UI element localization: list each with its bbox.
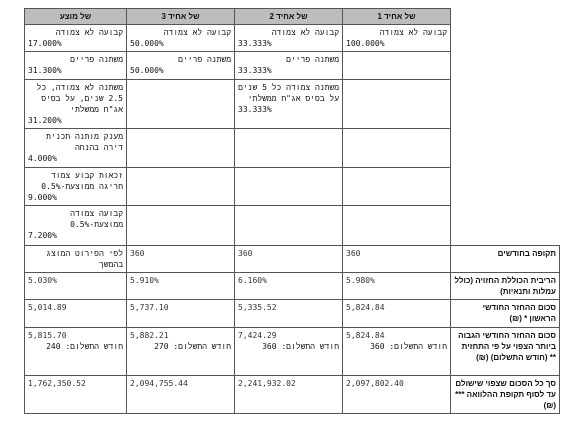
summary-row-period xyxy=(25,246,560,273)
cell-proposed: 5,014.89 xyxy=(25,300,127,328)
mortgage-comparison-table xyxy=(24,8,560,414)
cell-track-2 xyxy=(235,206,343,246)
summary-row-max-payment xyxy=(25,328,560,376)
table-row xyxy=(25,80,560,129)
cell-track-2: 360 xyxy=(235,246,343,273)
cell-proposed: זכאות קבוע צמוד חריגה ממוצעת-0.5% 9.000% xyxy=(25,168,127,206)
row-label: סכום ההחזר החודשי הגבוה ביותר הצפוי על פי התחזית ** (חודש התשלום) (₪) xyxy=(451,328,560,376)
row-label: סכום ההחזר החודשי הראשון * (₪) xyxy=(451,300,560,328)
cell-track-3 xyxy=(127,206,235,246)
cell-proposed: 5,815.70 חודש התשלום: 240 xyxy=(25,328,127,376)
cell-proposed: קבועה צמודה ממוצעת-0.5% 7.200% xyxy=(25,206,127,246)
table-header-row xyxy=(25,9,560,25)
cell-track-3 xyxy=(127,80,235,129)
cell-track-1 xyxy=(343,129,451,168)
cell-proposed: 1,762,350.52 xyxy=(25,376,127,414)
cell-track-1 xyxy=(343,168,451,206)
cell-track-3: קבועה לא צמודה 50.000% xyxy=(127,25,235,52)
cell-track-3: 2,094,755.44 xyxy=(127,376,235,414)
cell-track-2 xyxy=(235,129,343,168)
cell-track-3 xyxy=(127,129,235,168)
table-row xyxy=(25,129,560,168)
summary-row-rate xyxy=(25,273,560,300)
summary-row-first-payment xyxy=(25,300,560,328)
cell-track-1: 5.980% xyxy=(343,273,451,300)
row-label: הריבית הכוללת החזויה (כולל עמלות ותנאיות) xyxy=(451,273,560,300)
cell-track-1: 2,097,802.40 xyxy=(343,376,451,414)
cell-track-2: 2,241,932.02 xyxy=(235,376,343,414)
cell-proposed: 5.030% xyxy=(25,273,127,300)
table-row xyxy=(25,25,560,52)
summary-row-total xyxy=(25,376,560,414)
row-label: תקופה בחודשים xyxy=(451,246,560,273)
cell-track-2: 7,424.29 חודש התשלום: 360 xyxy=(235,328,343,376)
cell-proposed: מענק מותנה תכנית דירה בהנחה 4.000% xyxy=(25,129,127,168)
cell-proposed: קבועה לא צמודה 17.000% xyxy=(25,25,127,52)
cell-track-1: 360 xyxy=(343,246,451,273)
cell-track-3: 360 xyxy=(127,246,235,273)
cell-track-2: קבועה לא צמודה 33.333% xyxy=(235,25,343,52)
cell-track-2: 5,335.52 xyxy=(235,300,343,328)
header-track-1: של אחיד 1 xyxy=(343,9,451,25)
cell-track-3 xyxy=(127,168,235,206)
cell-track-2: 6.160% xyxy=(235,273,343,300)
table-row xyxy=(25,168,560,206)
cell-track-3: 5,882.21 חודש התשלום: 270 xyxy=(127,328,235,376)
row-label: סך כל הסכום שצפוי שישולם עד לסוף תקופת ההלוואה *** (₪) xyxy=(451,376,560,414)
cell-track-2 xyxy=(235,168,343,206)
cell-track-3: 5,737.10 xyxy=(127,300,235,328)
cell-track-2: משתנה צמודה כל 5 שנים על בסיס אג"ח ממשלתי 33.333% xyxy=(235,80,343,129)
cell-track-1 xyxy=(343,206,451,246)
cell-proposed: לפי הפירוט המוצג בהמשך xyxy=(25,246,127,273)
header-spacer xyxy=(451,9,560,25)
cell-track-1: 5,824.84 xyxy=(343,300,451,328)
cell-proposed: משתנה לא צמודה, כל 2.5 שנים, על בסיס אג"ח ממשלתי 31.200% xyxy=(25,80,127,129)
cell-proposed: משתנה פריים 31.300% xyxy=(25,52,127,80)
table-row xyxy=(25,52,560,80)
cell-track-1: קבועה לא צמודה 100.000% xyxy=(343,25,451,52)
cell-track-2: משתנה פריים 33.333% xyxy=(235,52,343,80)
header-track-2: של אחיד 2 xyxy=(235,9,343,25)
header-track-3: של אחיד 3 xyxy=(127,9,235,25)
cell-track-3: משתנה פריים 50.000% xyxy=(127,52,235,80)
cell-track-3: 5.910% xyxy=(127,273,235,300)
table-row xyxy=(25,206,560,246)
header-proposed: של מוצע xyxy=(25,9,127,25)
cell-track-1 xyxy=(343,80,451,129)
cell-track-1 xyxy=(343,52,451,80)
cell-track-1: 5,824.84 חודש התשלום: 360 xyxy=(343,328,451,376)
